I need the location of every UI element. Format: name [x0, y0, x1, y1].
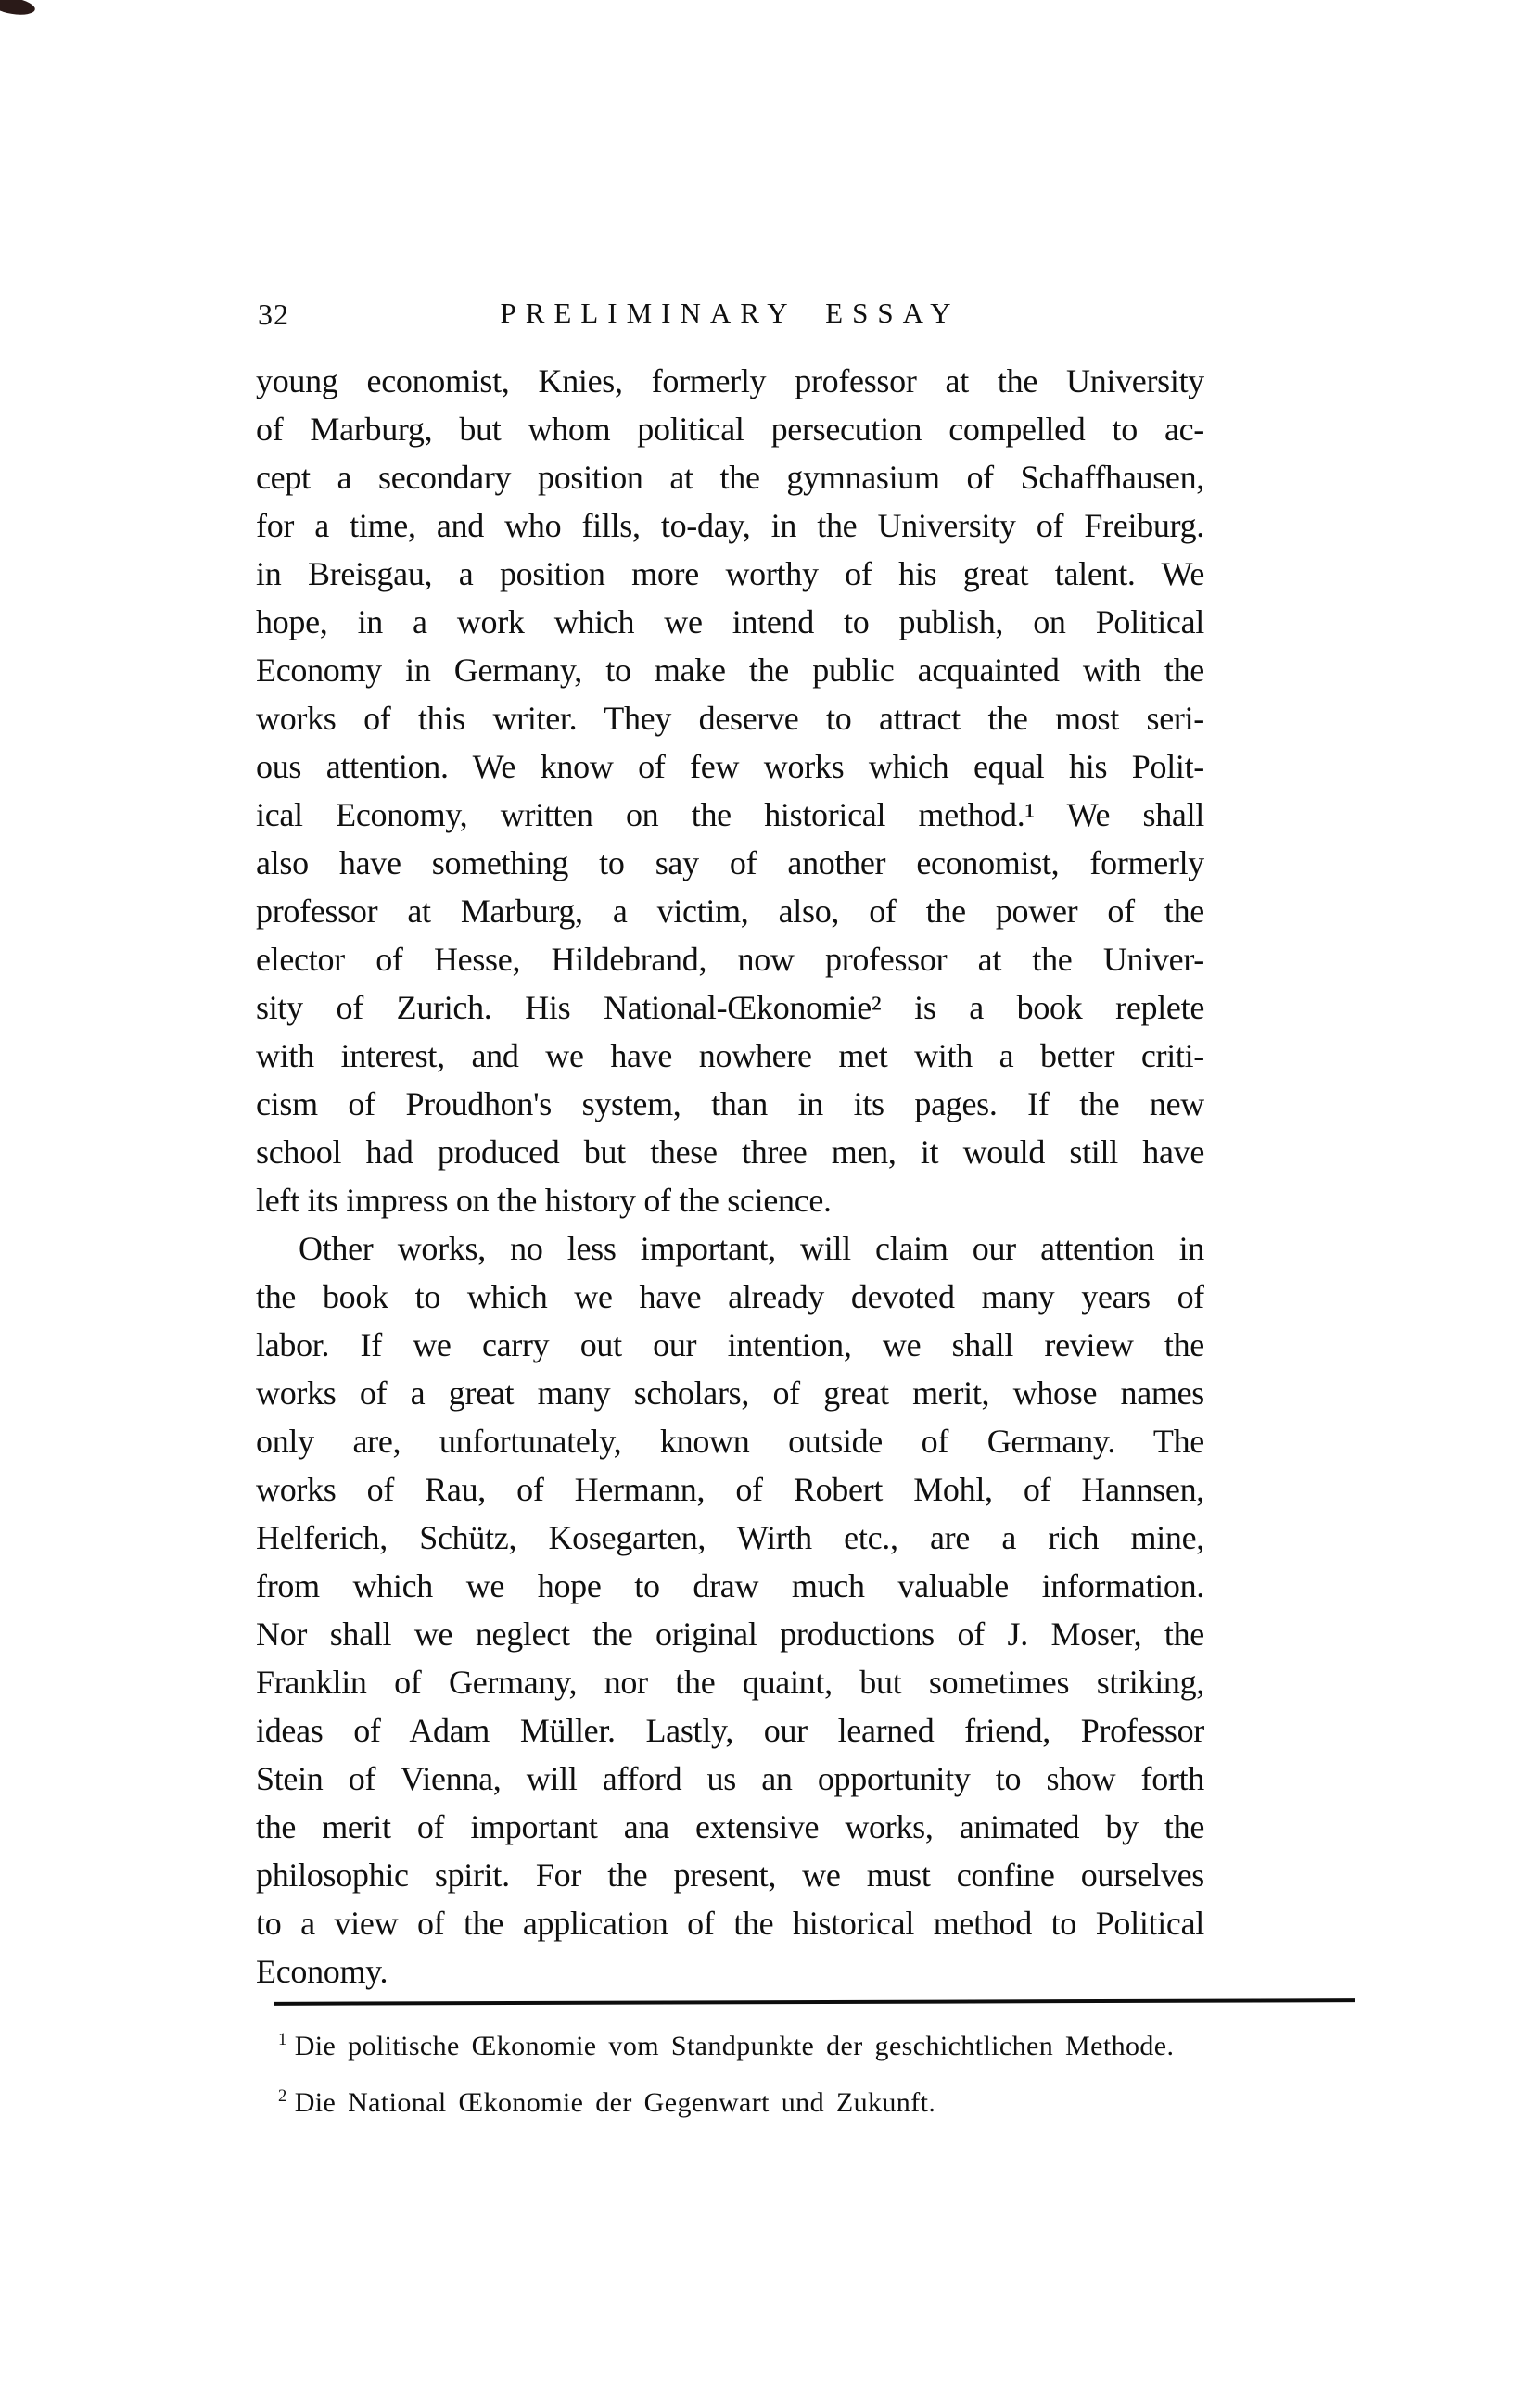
body-line: Nor shall we neglect the original productions of J. Moser, the: [256, 1616, 1204, 1653]
body-line: of Marburg, but whom political persecution compelled to ac-: [256, 411, 1204, 448]
body-line: Economy in Germany, to make the public acquainted with the: [256, 652, 1204, 689]
body-line: labor. If we carry out our intention, we shall review the: [256, 1326, 1204, 1363]
body-line: young economist, Knies, formerly professor at the University: [256, 362, 1204, 399]
body-line: hope, in a work which we intend to publish, on Political: [256, 603, 1204, 640]
body-line: works of a great many scholars, of great merit, whose names: [256, 1375, 1204, 1412]
page-content: [256, 292, 1204, 2128]
page-number: 32: [258, 298, 289, 331]
body-line: cept a secondary position at the gymnasium of Schaffhausen,: [256, 459, 1204, 496]
body-line: Economy.: [256, 1953, 388, 1990]
running-title: PRELIMINARY ESSAY: [500, 297, 961, 329]
footnote-marker: 2: [278, 2086, 287, 2106]
body-line: only are, unfortunately, known outside of Germany. The: [256, 1423, 1204, 1460]
footnote: [278, 2072, 1204, 2128]
body-line: ical Economy, written on the historical method.¹ We shall: [256, 796, 1204, 833]
body-line: Helferich, Schütz, Kosegarten, Wirth etc., are a rich mine,: [256, 1519, 1204, 1556]
body-line: ous attention. We know of few works which equal his Polit-: [256, 748, 1204, 785]
body-line: cism of Proudhon's system, than in its pages. If the new: [256, 1085, 1204, 1122]
body-line: school had produced but these three men, it would still have: [256, 1134, 1204, 1171]
body-line: from which we hope to draw much valuable information.: [256, 1567, 1204, 1604]
body-line: also have something to say of another economist, formerly: [256, 844, 1204, 881]
body-line: philosophic spirit. For the present, we must confine ourselves: [256, 1857, 1204, 1894]
body-line: ideas of Adam Müller. Lastly, our learned friend, Professor: [256, 1712, 1204, 1749]
body-line: for a time, and who fills, to-day, in the University of Freiburg.: [256, 507, 1204, 544]
page-body: [256, 357, 1204, 1996]
footnote: [278, 2015, 1204, 2072]
body-line: sity of Zurich. His National-Œkonomie² is a book replete: [256, 989, 1204, 1026]
body-line: Stein of Vienna, will afford us an opportunity to show forth: [256, 1760, 1204, 1797]
footnote-marker: 1: [278, 2030, 287, 2049]
body-line: Franklin of Germany, nor the quaint, but sometimes striking,: [256, 1664, 1204, 1701]
body-line: professor at Marburg, a victim, also, of the power of the: [256, 893, 1204, 930]
footnotes: [278, 2015, 1204, 2128]
body-line: elector of Hesse, Hildebrand, now professor at the Univer-: [256, 941, 1204, 978]
body-line: left its impress on the history of the science.: [256, 1182, 832, 1219]
body-line: works of this writer. They deserve to attract the most seri-: [256, 700, 1204, 737]
body-line: the merit of important ana extensive works, animated by the: [256, 1808, 1204, 1845]
footnote-rule: [274, 1998, 1355, 2006]
body-line: to a view of the application of the historical method to Political: [256, 1905, 1204, 1942]
footnote-text: Die politische Œkonomie vom Standpunkte der geschichtlichen Methode.: [294, 2031, 1175, 2061]
body-line: with interest, and we have nowhere met with a better criti-: [256, 1037, 1204, 1074]
footnote-text: Die National Œkonomie der Gegenwart und Zukunft.: [294, 2087, 936, 2118]
body-line: works of Rau, of Hermann, of Robert Mohl, of Hannsen,: [256, 1471, 1204, 1508]
scan-artifact: [0, 0, 36, 18]
body-line: the book to which we have already devoted many years of: [256, 1278, 1204, 1315]
page-header: [256, 292, 1204, 335]
body-line: in Breisgau, a position more worthy of his great talent. We: [256, 555, 1204, 592]
body-line: Other works, no less important, will claim our attention in: [299, 1230, 1204, 1267]
